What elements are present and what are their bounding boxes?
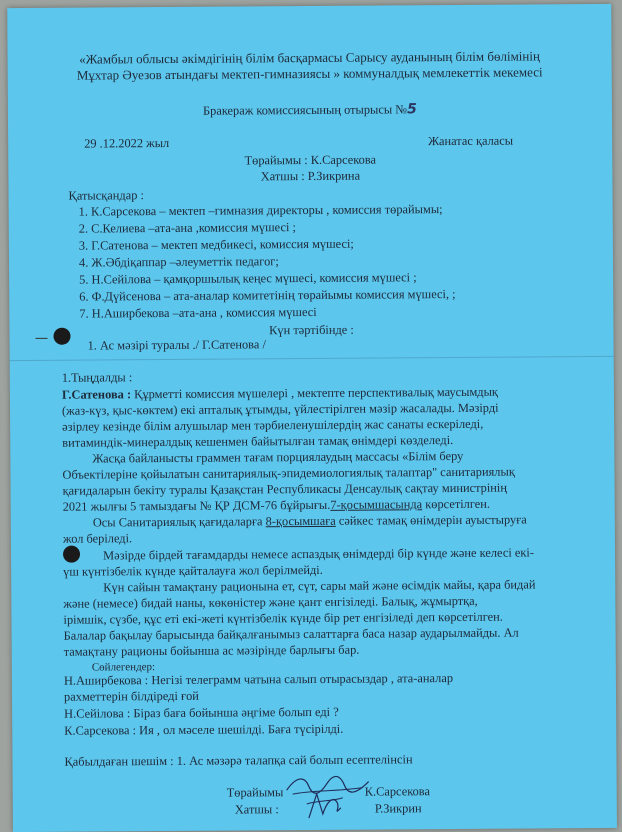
body-line: Объектілеріне қойылатын санитариялық-эпидемиологиялық талаптар" санитариялық [62, 464, 515, 482]
protocol-number: 5 [407, 101, 417, 118]
paper-fold [10, 356, 614, 361]
body-line: және (немесе) бидай наны, көкөністер және қант енгізіледі. Балық, жұмыртқа, [63, 593, 478, 611]
body-text: Осы Санитариялық қағидаларға [92, 514, 266, 530]
punch-mark [36, 338, 48, 339]
body-line: Күн сайын тамақтану рационына ет, сүт, сары май және өсімдік майы, қара бидай [103, 577, 536, 595]
body-line: қағидаларын бекіту туралы Қазақстан Республикасы Денсаулық сақтау министрінің [62, 480, 508, 498]
body-text: Құрметті комиссия мүшелері , мектепте перспективалық маусымдық [131, 384, 498, 402]
body-text: көрсетілген. [422, 496, 491, 512]
protocol-date: 29 .12.2022 жыл [84, 135, 170, 151]
remark-line: Н.Сейілова : Біраз баға бойынша әңгіме болып еді ? [64, 704, 339, 721]
punch-hole-bottom [63, 546, 80, 563]
body-line: витаминдік-минералдық кешенмен байытылған тамақ өнімдері көзделеді. [62, 433, 454, 450]
protocol-title-text: Бракераж комиссиясының отырысы № [202, 102, 408, 118]
speakers-label: Сөйлегендер: [91, 661, 156, 674]
chair-line: Төрайымы : К.Сарсекова [244, 152, 377, 168]
secretary-line: Хатшы : Р.Зикрина [260, 168, 361, 184]
punch-hole-top [53, 328, 70, 345]
body-line: Балалар бақылау барысында байқалғанымыз салаттарға баса назар аударылмайды. Ал [63, 625, 519, 643]
body-line: жол беріледі. [62, 531, 133, 546]
protocol-title [8, 100, 612, 120]
annex-7-ref: 7-қосымшасында [330, 497, 423, 512]
remark-line: рахметтерін білдіреді ғой [63, 688, 199, 704]
participant-item: 3. Г.Сатенова – мектеп медбикесі, комиссия мүшесі; [78, 236, 354, 253]
body-line: (жаз-күз, қыс-көктем) екі апталық ұтымды, үйлестірілген мәзір жасалады. Мәзірді [61, 400, 499, 418]
participant-item: 7. Н.Аширбекова –ата-ана , комиссия мүшесі [79, 304, 317, 321]
body-line: Мәзірде бірдей тағамдарды немесе аспаздық өнімдерді бір күнде және келесі екі- [102, 545, 534, 563]
chair-sign-name: К.Сарсекова [364, 784, 430, 799]
decision-line: Қабылдаған шешім : 1. Ас мәзәрә талапқа сай болып есептелінсін [64, 752, 413, 769]
remark-line: К.Сарсекова : Ия , ол мәселе шешілді. Баға түсірілді. [64, 721, 344, 738]
secretary-sign-name: Р.Зикрин [374, 801, 422, 816]
body-text: сәйкес тамақ өнімдерін ауыстыруға [335, 512, 527, 528]
annex-8-ref: 8-қосымшаға [265, 513, 336, 529]
secretary-sign-label: Хатшы : [234, 802, 279, 817]
body-line: үш күнтізбелік күнде қайталауға жол берілмейді. [63, 562, 323, 579]
secretary-signature [303, 788, 347, 824]
agenda-item: 1. Ас мәзірі туралы ./ Г.Сатенова / [87, 337, 266, 353]
agenda-label: Күн тәртібінде : [269, 322, 354, 338]
body-line: тамақтану рационы бойынша ас мәзірінде барлығы бар. [63, 642, 360, 659]
header-line-1: «Жамбыл облысы әкімдігінің білім басқармасы Сарысу ауданының білім бөлімінің [79, 48, 540, 67]
body-line: әзірлеу кезінде білім алушылар мен тәрбиеленушілердің жас санаты ескеріледі, [62, 416, 484, 434]
participant-item: 4. Ж.Әбдіқаппар –әлеуметтік педагог; [78, 254, 279, 270]
document-sheet [7, 4, 617, 832]
participant-item: 6. Ф.Дүйсенова – ата-аналар комитетінің төрайымы комиссия мүшесі, ; [79, 286, 456, 304]
body-line [93, 511, 527, 530]
header-line-2: Мұхтар Әуезов атындағы мектеп-гимназиясы » коммуналдық мемлекеттік мекемесі [76, 64, 543, 83]
participant-item: 2. С.Келиева –ата-ана ,комиссия мүшесі ; [78, 220, 296, 236]
remark-line: Н.Аширбекова : Негізі телеграмм чатына салып отырасыздар , ата-аналар [63, 671, 454, 688]
body-line: ірімшік, сүзбе, құс еті екі-жеті күнтізбелік күнде бір рет енгізіледі деп көрсетілген. [63, 609, 503, 627]
body-text: 2021 жылғы 5 тамыздағы № ҚР ДСМ-76 бұйрығы. [62, 497, 331, 514]
participant-item: 1. К.Сарсекова – мектеп –гимназия директоры , комиссия төрайымы; [78, 202, 443, 219]
protocol-city: Жанатас қаласы [428, 133, 514, 149]
participants-label: Қатысқандар : [68, 188, 144, 203]
participant-item: 5. Н.Сейілова – қамқоршылық кеңес мүшесі, комиссия мүшесі ; [79, 270, 417, 287]
body-line: Жасқа байланысты граммен тағам порциялаудың массасы «Білім беру [92, 448, 464, 466]
chair-sign-label: Төрайымы [226, 785, 284, 800]
speaker-name: Г.Сатенова : [61, 387, 132, 402]
heard-label: 1.Тыңдалды : [61, 370, 133, 385]
